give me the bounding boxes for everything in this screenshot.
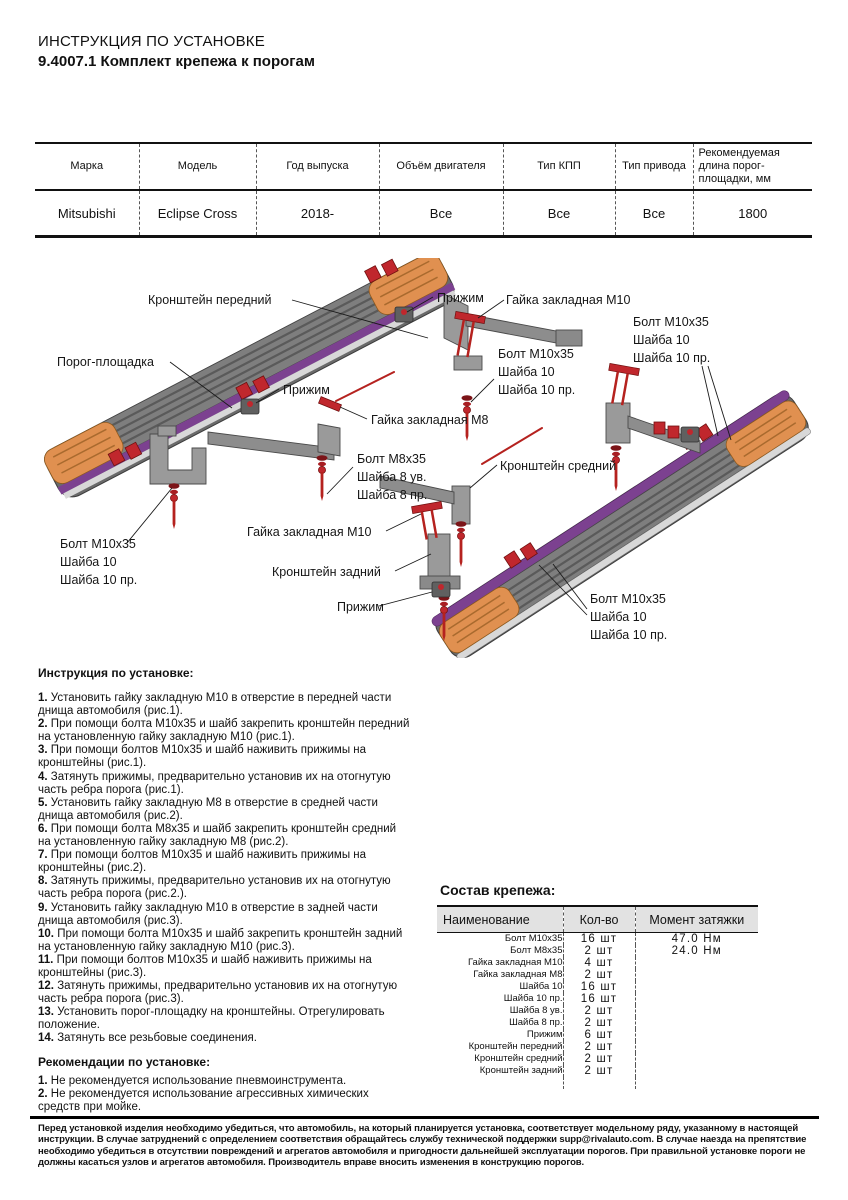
vehicle-col-year: Год выпуска [256,143,379,190]
vehicle-header-row [35,143,812,190]
parts-row: Болт М8х35 2 шт 24.0 Нм [437,945,758,957]
label-board: Порог-площадка [57,355,154,369]
label-nut-m8: Гайка закладная М8 [371,413,489,427]
recommendations [38,1055,410,1114]
clamp-top [395,307,413,322]
instruction-item: 14. Затянуть все резьбовые соединения. [38,1032,257,1045]
parts-row: Шайба 10 16 шт [437,981,758,993]
clamp-right [681,427,699,442]
parts-col-qty: Кол-во [563,906,635,933]
label-bolt-m10-mid-2: Шайба 10 [498,365,555,379]
instruction-item: 11. При помощи болтов М10х35 и шайб наживить прижимы на кронштейны (рис.3). [38,953,372,979]
instruction-item: 9. Установить гайку закладную М10 в отверстие в задней части днища автомобиля (рис.3). [38,901,378,927]
vehicle-year: 2018- [256,190,379,237]
label-clamp-mid: Прижим [283,383,330,397]
parts-row: Кронштейн средний 2 шт [437,1053,758,1065]
clamp-rear [432,582,450,597]
instruction-item: 12. Затянуть прижимы, предварительно установив их на отогнутую часть ребра порога (рис.3). [38,980,398,1006]
vehicle-drive: Все [615,190,693,237]
label-bolt-m10-mid-1: Болт М10х35 [498,347,574,361]
parts-table [437,905,758,1089]
label-bolt-m10-br-1: Болт М10х35 [590,592,666,606]
vehicle-length: 1800 [693,190,812,237]
label-clamp-top: Прижим [437,291,484,305]
vehicle-model: Eclipse Cross [139,190,256,237]
vehicle-col-engine: Объём двигателя [379,143,503,190]
doc-kicker: ИНСТРУКЦИЯ ПО УСТАНОВКЕ [38,33,265,50]
instruction-item: 5. Установить гайку закладную М8 в отверстие в средней части днища автомобиля (рис.2). [38,796,378,822]
recommendations-heading: Рекомендации по установке: [38,1054,211,1069]
slot-nut-m8 [318,397,341,412]
vehicle-col-brand: Марка [35,143,139,190]
instruction-item: 6. При помощи болта М8х35 и шайб закрепить кронштейн средний на установленную гайку закладную М8 (рис.2). [38,822,397,849]
label-bolt-m8-3: Шайба 8 пр. [357,488,428,502]
label-bolt-m8-1: Болт М8х35 [357,452,426,466]
vehicle-engine: Все [379,190,503,237]
recommendation-item: 2. Не рекомендуется использование агрессивных химических средств при мойке. [38,1087,369,1113]
parts-row: Шайба 10 пр. 16 шт [437,993,758,1005]
parts-row: Шайба 8 пр. 2 шт [437,1017,758,1029]
label-bolt-m10-bl-1: Болт М10х35 [60,537,136,551]
footer-rule [30,1116,819,1119]
label-bolt-m10-bl-2: Шайба 10 [60,555,117,569]
label-nut-m10-bottom: Гайка закладная М10 [247,525,372,539]
parts-row: Гайка закладная М8 2 шт [437,969,758,981]
instruction-item: 1. Установить гайку закладную М10 в отверстие в передней части днища автомобиля (рис.1). [38,692,392,718]
label-nut-m10-top: Гайка закладная М10 [506,293,631,307]
label-bracket-rear: Кронштейн задний [272,565,381,579]
vehicle-col-length: Рекомендуемая длина порог-площадки, мм [693,143,812,190]
label-bolt-m10-mid-3: Шайба 10 пр. [498,383,576,397]
instruction-item: 8. Затянуть прижимы, предварительно установив их на отогнутую часть ребра порога (рис.2.). [38,875,391,901]
parts-col-name: Наименование [437,906,563,933]
assembly-diagram [0,258,848,658]
instruction-item: 10. При помощи болта М10х35 и шайб закрепить кронштейн задний на установленную гайку закладную М10 (рис.3). [38,927,403,953]
bracket-mid-right [606,403,630,443]
bracket-mid [452,486,470,524]
instruction-item: 4. Затянуть прижимы, предварительно установив их на отогнутую часть ребра порога (рис.1). [38,770,391,796]
label-bracket-front: Кронштейн передний [148,293,272,307]
instruction-item: 13. Установить порог-площадку на кронштейны. Отрегулировать положение. [38,1006,385,1032]
vehicle-col-drive: Тип привода [615,143,693,190]
label-bolt-m8-2: Шайба 8 ув. [357,470,427,484]
parts-row: Кронштейн передний 2 шт [437,1041,758,1053]
vehicle-table [35,142,812,238]
vehicle-col-gearbox: Тип КПП [503,143,615,190]
parts-row: Болт М10х35 16 шт 47.0 Нм [437,933,758,946]
vehicle-gearbox: Все [503,190,615,237]
recommendation-item: 1. Не рекомендуется использование пневмоинструмента. [38,1074,347,1087]
parts-table-tail [437,1077,758,1089]
footer-note: Перед установкой изделия необходимо убедиться, что автомобиль, на который планируется установка, соответствует модельному ряду, указанному в настоящей инструкции. В случае затруднений с определением соответствия обращайтесь службу технической поддержки supp@rivalauto.com. В случае наезда на препятствие необходимо убедиться в отсутствии повреждений и агрегатов автомобиля и пригодности дальнейшей эксплуатации порогов. При правильной установке пороги не должны касаться узлов и агрегатов автомобиля. Производитель вправе вносить изменения в конструкцию порогов. [38,1123,807,1169]
slot-nut-m10-right [603,363,639,407]
label-bolt-m10-br-3: Шайба 10 пр. [590,628,668,642]
instruction-item: 3. При помощи болтов М10х35 и шайб наживить прижимы на кронштейны (рис.1). [38,744,367,770]
bolt-m8 [317,455,328,501]
label-bolt-m10-tr-2: Шайба 10 [633,333,690,347]
parts-heading: Состав крепежа: [440,882,556,898]
parts-col-torque: Момент затяжки [635,906,758,933]
instruction-item: 7. При помощи болтов М10х35 и шайб наживить прижимы на кронштейны (рис.2). [38,849,367,875]
parts-row: Кронштейн задний 2 шт [437,1065,758,1077]
parts-row: Шайба 8 ув. 2 шт [437,1005,758,1017]
label-bolt-m10-br-2: Шайба 10 [590,610,647,624]
install-heading: Инструкция по установке: [38,666,194,680]
vehicle-data-row [35,190,812,237]
vehicle-col-model: Модель [139,143,256,190]
label-bolt-m10-tr-1: Болт М10х35 [633,315,709,329]
vehicle-brand: Mitsubishi [57,205,116,221]
parts-row: Прижим 6 шт [437,1029,758,1041]
label-bolt-m10-bl-3: Шайба 10 пр. [60,573,138,587]
label-clamp-bottom: Прижим [337,600,384,614]
doc-title: 9.4007.1 Комплект крепежа к порогам [38,53,315,70]
vehicle-table-wrap [35,142,812,238]
parts-section [437,882,758,1089]
clamp-mid [241,399,259,414]
label-bolt-m10-tr-3: Шайба 10 пр. [633,351,711,365]
parts-row: Гайка закладная М10 4 шт [437,957,758,969]
bolt-m10-mid [456,521,467,567]
label-bracket-mid: Кронштейн средний [500,459,617,473]
instruction-item: 2. При помощи болта М10х35 и шайб закрепить кронштейн передний на установленную гайку закладную М10 (рис.1). [38,718,410,744]
install-instructions [38,666,410,1114]
parts-header-row [437,906,758,933]
